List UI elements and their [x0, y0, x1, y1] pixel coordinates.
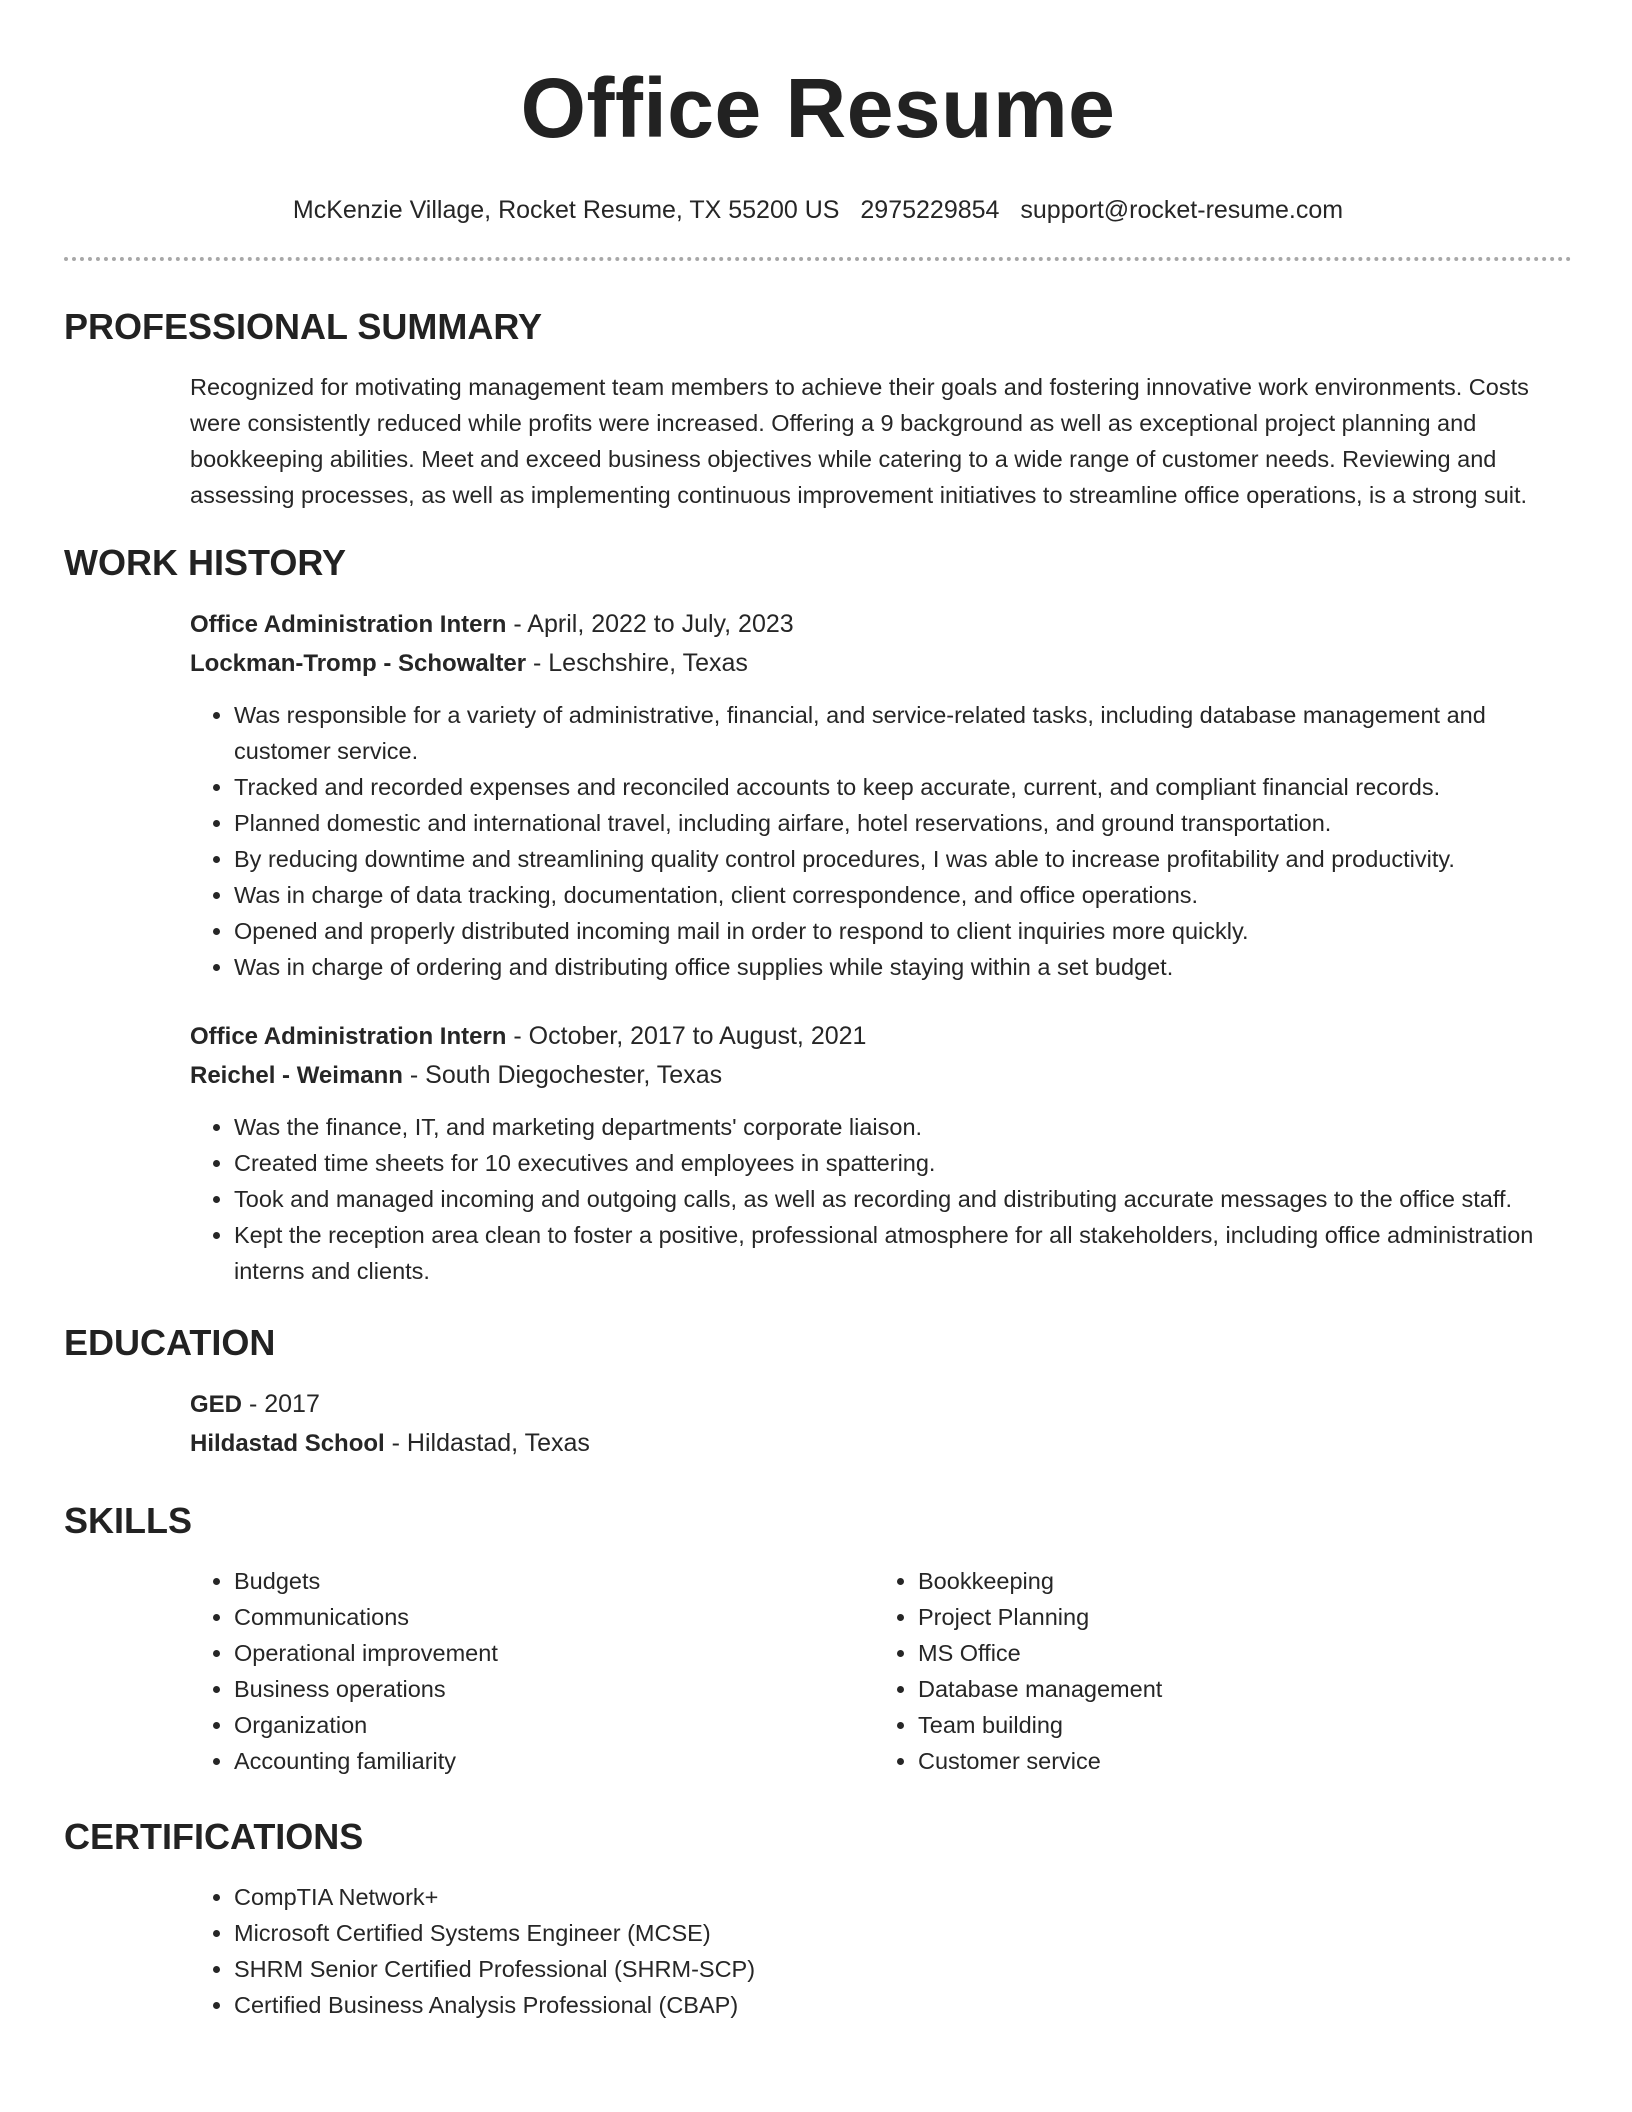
list-item: • Operational improvement: [234, 1635, 874, 1671]
list-item: • Organization: [234, 1707, 874, 1743]
list-item: • Microsoft Certified Systems Engineer (MCSE): [234, 1915, 755, 1951]
job-2-company-line: [190, 1056, 1572, 1095]
job-1-company: Lockman-Tromp - Schowalter: [190, 650, 527, 677]
contact-phone: 2975229854: [860, 196, 1000, 224]
job-2-bullets: [190, 1109, 1572, 1289]
job-1-bullets: [190, 697, 1572, 985]
job-2: [190, 1017, 1572, 1289]
list-item: • Accounting familiarity: [234, 1743, 874, 1779]
list-item: • Was the finance, IT, and marketing departments' corporate liaison.: [234, 1109, 1572, 1145]
list-item: • Tracked and recorded expenses and reconciled accounts to keep accurate, current, and compliant financial records.: [234, 769, 1572, 805]
list-item: • Was in charge of ordering and distributing office supplies while staying within a set budget.: [234, 949, 1572, 985]
job-2-dates: - October, 2017 to August, 2021: [506, 1022, 867, 1050]
list-item: • Certified Business Analysis Professional (CBAP): [234, 1987, 755, 2023]
list-item: • Was in charge of data tracking, documentation, client correspondence, and office operations.: [234, 877, 1572, 913]
list-item: • Kept the reception area clean to foster a positive, professional atmosphere for all stakeholders, including office administration interns and clients.: [234, 1217, 1572, 1289]
certifications-list: [190, 1879, 755, 2023]
education-location: - Hildastad, Texas: [384, 1429, 590, 1457]
certifications-heading: CERTIFICATIONS: [64, 1816, 364, 1857]
list-item: • By reducing downtime and streamlining quality control procedures, I was able to increase profitability and productivity.: [234, 841, 1572, 877]
education-heading: EDUCATION: [64, 1322, 276, 1363]
job-1-location: - Leschshire, Texas: [526, 649, 748, 677]
skills-column-1: [190, 1563, 874, 1779]
education-degree: GED: [190, 1391, 243, 1418]
list-item: • SHRM Senior Certified Professional (SHRM-SCP): [234, 1951, 755, 1987]
list-item: • Budgets: [234, 1563, 874, 1599]
job-2-title-line: [190, 1017, 1572, 1056]
job-1-company-line: [190, 644, 1572, 683]
job-1-role: Office Administration Intern: [190, 611, 507, 638]
job-2-role: Office Administration Intern: [190, 1023, 507, 1050]
list-item: • Database management: [918, 1671, 1162, 1707]
education-school: Hildastad School: [190, 1430, 385, 1457]
job-1: [190, 605, 1572, 985]
resume-name: Office Resume: [520, 61, 1116, 155]
education-school-line: [190, 1424, 1572, 1463]
list-item: • Was responsible for a variety of administrative, financial, and service-related tasks, including database management and customer service.: [234, 697, 1572, 769]
contact-address: McKenzie Village, Rocket Resume, TX 55200 US: [292, 196, 840, 224]
education-degree-line: [190, 1385, 1572, 1424]
job-1-title-line: [190, 605, 1572, 644]
header-divider: [64, 257, 1572, 261]
resume-page: [64, 0, 1572, 2023]
certifications-block: [190, 1879, 1572, 2023]
list-item: • MS Office: [918, 1635, 1162, 1671]
summary-heading: PROFESSIONAL SUMMARY: [64, 306, 543, 347]
list-item: • Opened and properly distributed incoming mail in order to respond to client inquiries more quickly.: [234, 913, 1572, 949]
list-item: • Customer service: [918, 1743, 1162, 1779]
list-item: • Planned domestic and international travel, including airfare, hotel reservations, and ground transportation.: [234, 805, 1572, 841]
list-item: • Bookkeeping: [918, 1563, 1162, 1599]
job-1-dates: - April, 2022 to July, 2023: [506, 610, 794, 638]
skills-columns: [190, 1563, 1572, 1779]
list-item: • Took and managed incoming and outgoing calls, as well as recording and distributing accurate messages to the office staff.: [234, 1181, 1572, 1217]
education-block: [190, 1385, 1572, 1463]
skills-heading: SKILLS: [64, 1500, 193, 1541]
job-2-company: Reichel - Weimann: [190, 1062, 403, 1089]
contact-line: [64, 194, 1572, 226]
contact-email: support@rocket-resume.com: [1020, 196, 1344, 224]
list-item: • Project Planning: [918, 1599, 1162, 1635]
list-item: • CompTIA Network+: [234, 1879, 755, 1915]
education-year: - 2017: [242, 1390, 320, 1418]
summary-block: [190, 369, 1572, 513]
list-item: • Team building: [918, 1707, 1162, 1743]
skills-column-2: [874, 1563, 1162, 1779]
job-2-location: - South Diegochester, Texas: [402, 1061, 723, 1089]
list-item: • Communications: [234, 1599, 874, 1635]
list-item: • Created time sheets for 10 executives and employees in spattering.: [234, 1145, 1572, 1181]
work-heading: WORK HISTORY: [64, 542, 347, 583]
list-item: • Business operations: [234, 1671, 874, 1707]
summary-text: Recognized for motivating management team members to achieve their goals and fostering innovative work environments. Costs were consistently reduced while profits were increased. Offering a 9 background as well as exceptional project planning and bookkeeping abilities. Meet and exceed business objectives while catering to a wide range of customer needs. Reviewing and assessing processes, as well as implementing continuous improvement initiatives to streamline office operations, is a strong suit.: [190, 374, 1529, 508]
